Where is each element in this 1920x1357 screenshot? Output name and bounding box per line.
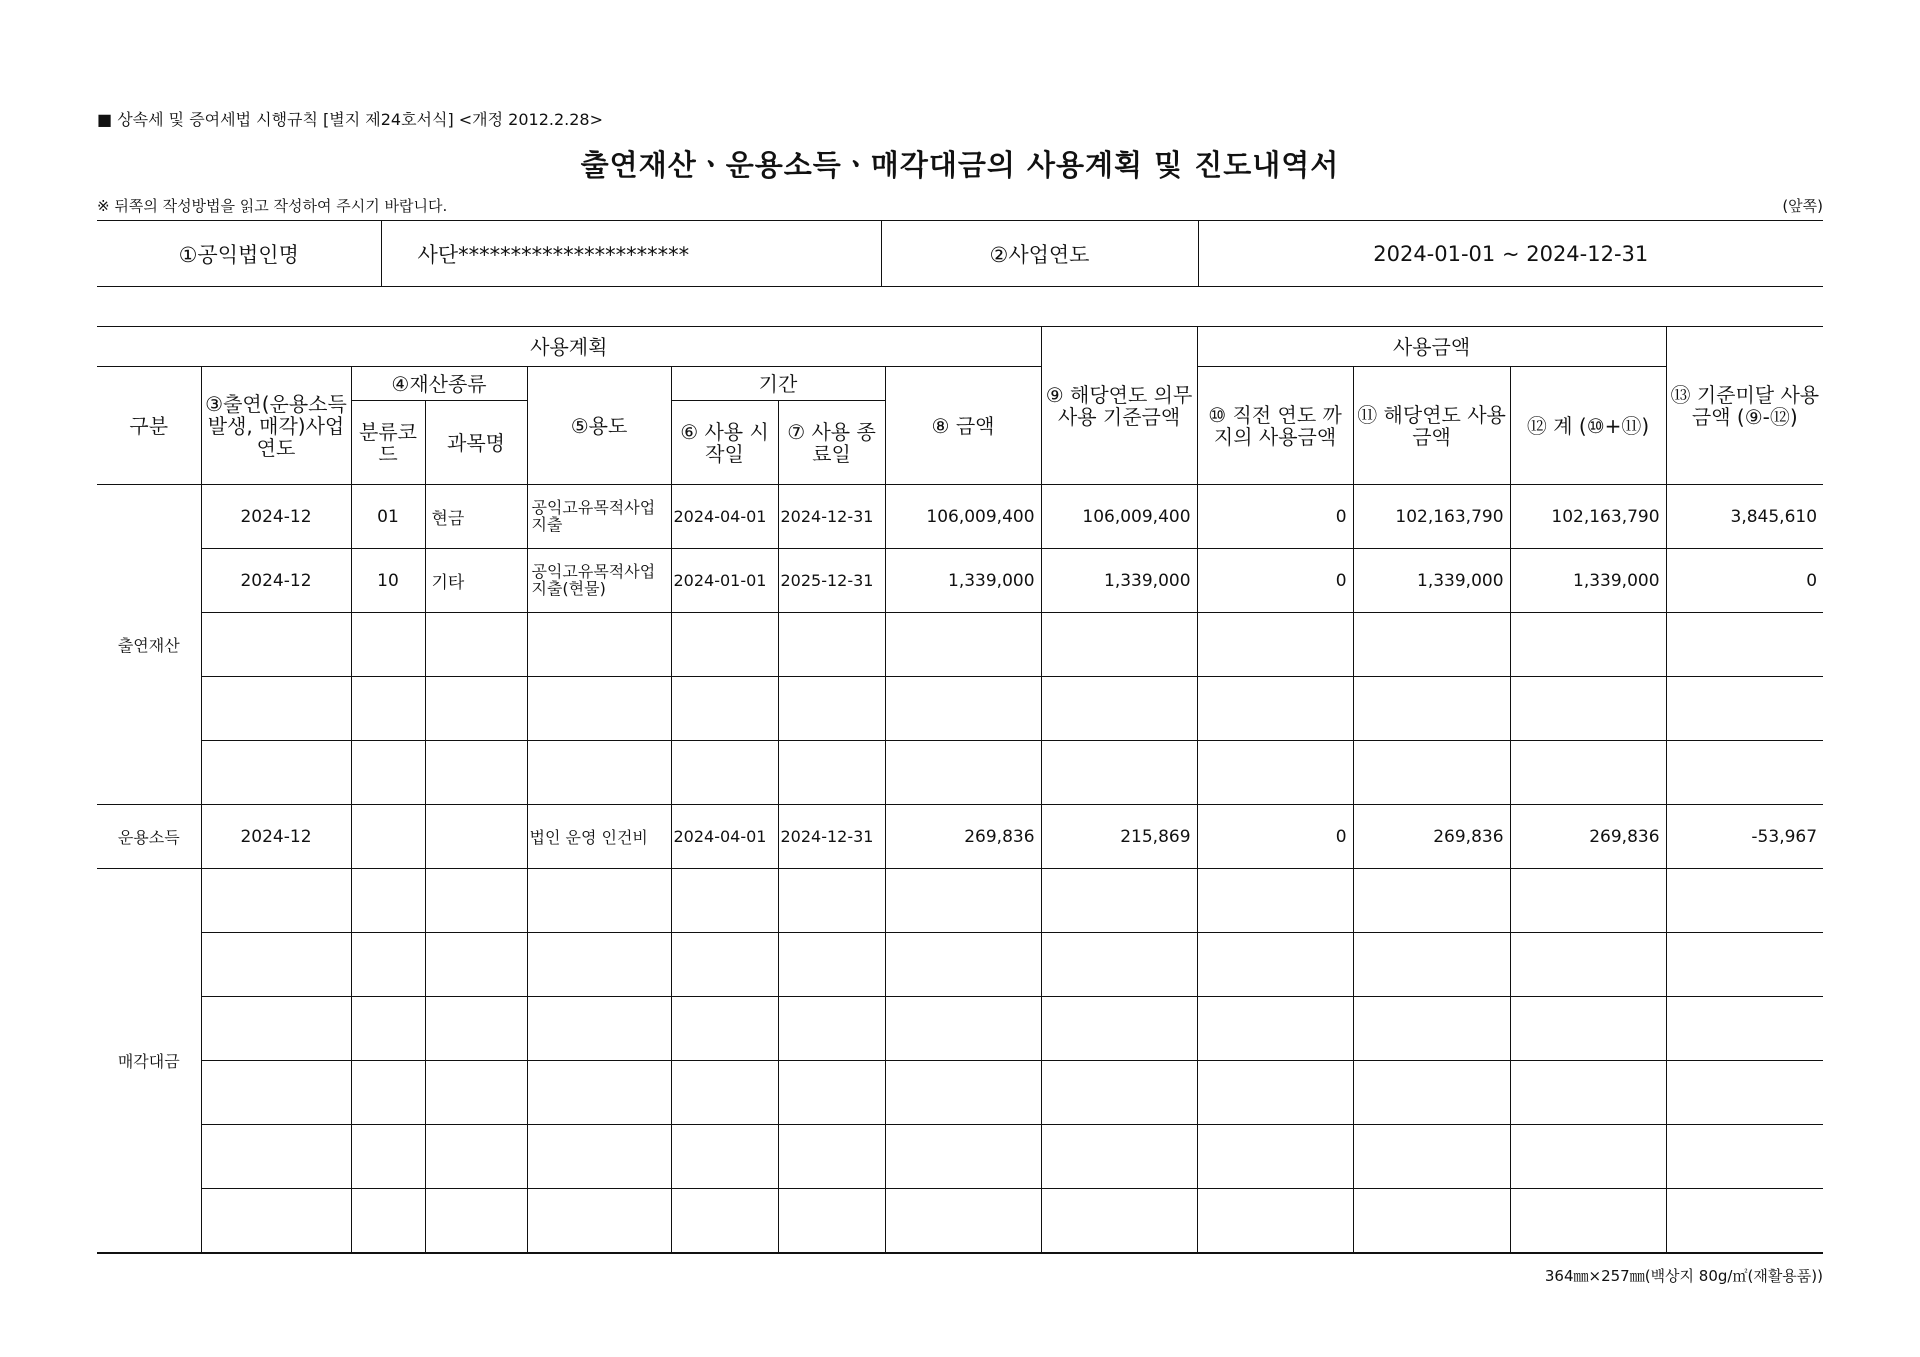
empty-cell[interactable] [1197,1061,1353,1125]
empty-cell[interactable] [885,1189,1041,1254]
cell-base[interactable]: 1,339,000 [1041,549,1197,613]
cell-end[interactable]: 2024-12-31 [778,805,885,869]
header-obligatory-base: ⑨ 해당연도 의무사용 기준금액 [1041,327,1197,485]
empty-cell[interactable] [201,933,351,997]
cell-year[interactable]: 2024-12 [201,549,351,613]
empty-cell[interactable] [671,997,778,1061]
corp-name-value[interactable]: 사단********************** [381,221,881,287]
cell-prev[interactable]: 0 [1197,805,1353,869]
cell-amount[interactable]: 106,009,400 [885,485,1041,549]
empty-cell[interactable] [1353,997,1510,1061]
header-contribution-year: ③출연(운용소득 발생, 매각)사업연도 [201,367,351,485]
cell-base[interactable]: 106,009,400 [1041,485,1197,549]
empty-cell[interactable] [1041,1061,1197,1125]
empty-cell[interactable] [1197,997,1353,1061]
empty-cell[interactable] [671,677,778,741]
cell-code[interactable]: 01 [351,485,425,549]
header-end-date: ⑦ 사용 종료일 [778,401,885,485]
header-start-date: ⑥ 사용 시작일 [671,401,778,485]
cell-code[interactable]: 10 [351,549,425,613]
empty-cell[interactable] [1510,933,1666,997]
table-row-empty [97,1061,1823,1125]
empty-cell[interactable] [527,677,671,741]
cell-total[interactable]: 269,836 [1510,805,1666,869]
cell-current[interactable]: 1,339,000 [1353,549,1510,613]
empty-cell[interactable] [1666,1125,1823,1189]
empty-cell[interactable] [1041,997,1197,1061]
empty-cell[interactable] [1353,677,1510,741]
empty-cell[interactable] [778,933,885,997]
empty-cell[interactable] [1353,1061,1510,1125]
empty-cell[interactable] [1041,1189,1197,1254]
empty-cell[interactable] [1041,933,1197,997]
empty-cell[interactable] [1666,997,1823,1061]
empty-cell[interactable] [671,1189,778,1254]
empty-cell[interactable] [1666,1061,1823,1125]
empty-cell[interactable] [885,869,1041,933]
empty-cell[interactable] [201,1125,351,1189]
cell-item[interactable]: 기타 [425,549,527,613]
table-row-empty [97,677,1823,741]
cell-end[interactable]: 2024-12-31 [778,485,885,549]
empty-cell[interactable] [1666,1189,1823,1254]
empty-cell[interactable] [201,997,351,1061]
empty-cell[interactable] [425,1125,527,1189]
empty-cell[interactable] [425,1061,527,1125]
header-account-name: 과목명 [425,401,527,485]
cell-year[interactable]: 2024-12 [201,805,351,869]
cell-current[interactable]: 102,163,790 [1353,485,1510,549]
header-prev-used: ⑩ 직전 연도 까지의 사용금액 [1197,367,1353,485]
page-side-label: (앞쪽) [1782,197,1823,215]
empty-cell[interactable] [425,869,527,933]
cell-purpose[interactable]: 법인 운영 인건비 [527,805,671,869]
empty-cell[interactable] [671,933,778,997]
empty-cell[interactable] [885,741,1041,805]
cell-start[interactable]: 2024-01-01 [671,549,778,613]
empty-cell[interactable] [1197,677,1353,741]
empty-cell[interactable] [1041,677,1197,741]
empty-cell[interactable] [201,1189,351,1254]
empty-cell[interactable] [527,869,671,933]
empty-cell[interactable] [425,1189,527,1254]
empty-cell[interactable] [1197,933,1353,997]
empty-cell[interactable] [778,677,885,741]
cell-start[interactable]: 2024-04-01 [671,805,778,869]
group-label-operating-income: 운용소득 [97,805,201,869]
empty-cell[interactable] [527,1189,671,1254]
empty-cell[interactable] [351,1125,425,1189]
empty-cell[interactable] [1041,613,1197,677]
cell-total[interactable]: 102,163,790 [1510,485,1666,549]
cell-purpose[interactable]: 공익고유목적사업 지출 [527,485,671,549]
cell-base[interactable]: 215,869 [1041,805,1197,869]
empty-cell[interactable] [351,869,425,933]
fiscal-year-value[interactable]: 2024-01-01 ~ 2024-12-31 [1198,221,1823,287]
cell-prev[interactable]: 0 [1197,549,1353,613]
instruction-note: ※ 뒤쪽의 작성방법을 읽고 작성하여 주시기 바랍니다. [97,197,448,215]
cell-shortfall[interactable]: -53,967 [1666,805,1823,869]
empty-cell[interactable] [1353,613,1510,677]
empty-cell[interactable] [527,933,671,997]
empty-cell[interactable] [527,1061,671,1125]
empty-cell[interactable] [671,1125,778,1189]
empty-cell[interactable] [1666,677,1823,741]
header-current-used: ⑪ 해당연도 사용금액 [1353,367,1510,485]
cell-prev[interactable]: 0 [1197,485,1353,549]
empty-cell[interactable] [1041,869,1197,933]
empty-cell[interactable] [1041,741,1197,805]
form-title: 출연재산ㆍ운용소득ㆍ매각대금의 사용계획 및 진도내역서 [580,148,1340,182]
header-category: 구분 [97,367,201,485]
empty-cell[interactable] [201,1061,351,1125]
cell-total[interactable]: 1,339,000 [1510,549,1666,613]
table-row-empty [97,1125,1823,1189]
empty-cell[interactable] [671,613,778,677]
empty-cell[interactable] [1197,741,1353,805]
empty-cell[interactable] [885,677,1041,741]
empty-cell[interactable] [201,677,351,741]
empty-cell[interactable] [201,869,351,933]
table-row-empty [97,741,1823,805]
empty-cell[interactable] [1197,1125,1353,1189]
empty-cell[interactable] [1666,869,1823,933]
cell-year[interactable]: 2024-12 [201,485,351,549]
cell-shortfall[interactable]: 3,845,610 [1666,485,1823,549]
empty-cell[interactable] [1510,997,1666,1061]
empty-cell[interactable] [1666,933,1823,997]
group-label-contribution: 출연재산 [97,485,201,805]
cell-start[interactable]: 2024-04-01 [671,485,778,549]
empty-cell[interactable] [351,613,425,677]
empty-cell[interactable] [527,741,671,805]
empty-cell[interactable] [201,613,351,677]
table-row [97,485,1823,549]
empty-cell[interactable] [671,869,778,933]
empty-cell[interactable] [351,1061,425,1125]
empty-cell[interactable] [778,613,885,677]
table-row-empty [97,933,1823,997]
empty-cell[interactable] [1510,613,1666,677]
empty-cell[interactable] [425,741,527,805]
empty-cell[interactable] [778,869,885,933]
empty-cell[interactable] [425,677,527,741]
fiscal-year-label: ②사업연도 [881,221,1198,287]
header-purpose: ⑤용도 [527,367,671,485]
empty-cell[interactable] [527,613,671,677]
header-class-code: 분류코드 [351,401,425,485]
empty-cell[interactable] [1197,613,1353,677]
empty-cell[interactable] [201,741,351,805]
cell-amount[interactable]: 269,836 [885,805,1041,869]
empty-cell[interactable] [1353,933,1510,997]
header-amount: ⑧ 금액 [885,367,1041,485]
empty-cell[interactable] [425,997,527,1061]
table-row-empty [97,997,1823,1061]
empty-cell[interactable] [885,997,1041,1061]
header-period: 기간 [671,367,885,401]
empty-cell[interactable] [1197,1189,1353,1254]
empty-cell[interactable] [671,1061,778,1125]
empty-cell[interactable] [1510,1061,1666,1125]
empty-cell[interactable] [1353,1125,1510,1189]
empty-cell[interactable] [527,997,671,1061]
empty-cell[interactable] [1510,1189,1666,1254]
empty-cell[interactable] [1353,741,1510,805]
cell-code[interactable] [351,805,425,869]
empty-cell[interactable] [351,677,425,741]
empty-cell[interactable] [1666,613,1823,677]
empty-cell[interactable] [351,1189,425,1254]
cell-amount[interactable]: 1,339,000 [885,549,1041,613]
empty-cell[interactable] [1041,1125,1197,1189]
cell-current[interactable]: 269,836 [1353,805,1510,869]
cell-shortfall[interactable]: 0 [1666,549,1823,613]
empty-cell[interactable] [1353,1189,1510,1254]
empty-cell[interactable] [351,997,425,1061]
table-row [97,549,1823,613]
header-shortfall: ⑬ 기준미달 사용금액 (⑨-⑫) [1666,327,1823,485]
empty-cell[interactable] [425,613,527,677]
empty-cell[interactable] [1510,741,1666,805]
empty-cell[interactable] [351,741,425,805]
table-row [97,805,1823,869]
corp-name-label: ①공익법인명 [178,242,299,267]
empty-cell[interactable] [778,997,885,1061]
empty-cell[interactable] [1510,1125,1666,1189]
empty-cell[interactable] [885,1061,1041,1125]
table-row-empty [97,869,1823,933]
cell-end[interactable]: 2025-12-31 [778,549,885,613]
empty-cell[interactable] [885,933,1041,997]
empty-cell[interactable] [885,613,1041,677]
empty-cell[interactable] [778,1125,885,1189]
header-property-type: ④재산종류 [351,367,527,401]
group-label-sale-proceeds: 매각대금 [97,869,201,1254]
empty-cell[interactable] [1510,677,1666,741]
usage-plan-table [97,326,1823,1254]
cell-item[interactable] [425,805,527,869]
legal-basis: ■ 상속세 및 증여세법 시행규칙 [별지 제24호서식] <개정 2012.2.28> [97,110,604,129]
empty-cell[interactable] [527,1125,671,1189]
header-usage-plan: 사용계획 [97,327,1041,367]
cell-item[interactable]: 현금 [425,485,527,549]
empty-cell[interactable] [778,1189,885,1254]
empty-cell[interactable] [1510,869,1666,933]
cell-purpose[interactable]: 공익고유목적사업 지출(현물) [527,549,671,613]
empty-cell[interactable] [351,933,425,997]
header-total: ⑫ 계 (⑩+⑪) [1510,367,1666,485]
empty-cell[interactable] [1197,869,1353,933]
empty-cell[interactable] [425,933,527,997]
paper-spec-footer: 364㎜×257㎜(백상지 80g/㎡(재활용품)) [1544,1267,1823,1285]
table-row-empty [97,1189,1823,1254]
empty-cell[interactable] [778,741,885,805]
info-table [97,220,1823,287]
header-amount-used: 사용금액 [1197,327,1666,367]
empty-cell[interactable] [1666,741,1823,805]
empty-cell[interactable] [671,741,778,805]
empty-cell[interactable] [1353,869,1510,933]
empty-cell[interactable] [778,1061,885,1125]
table-row-empty [97,613,1823,677]
empty-cell[interactable] [885,1125,1041,1189]
